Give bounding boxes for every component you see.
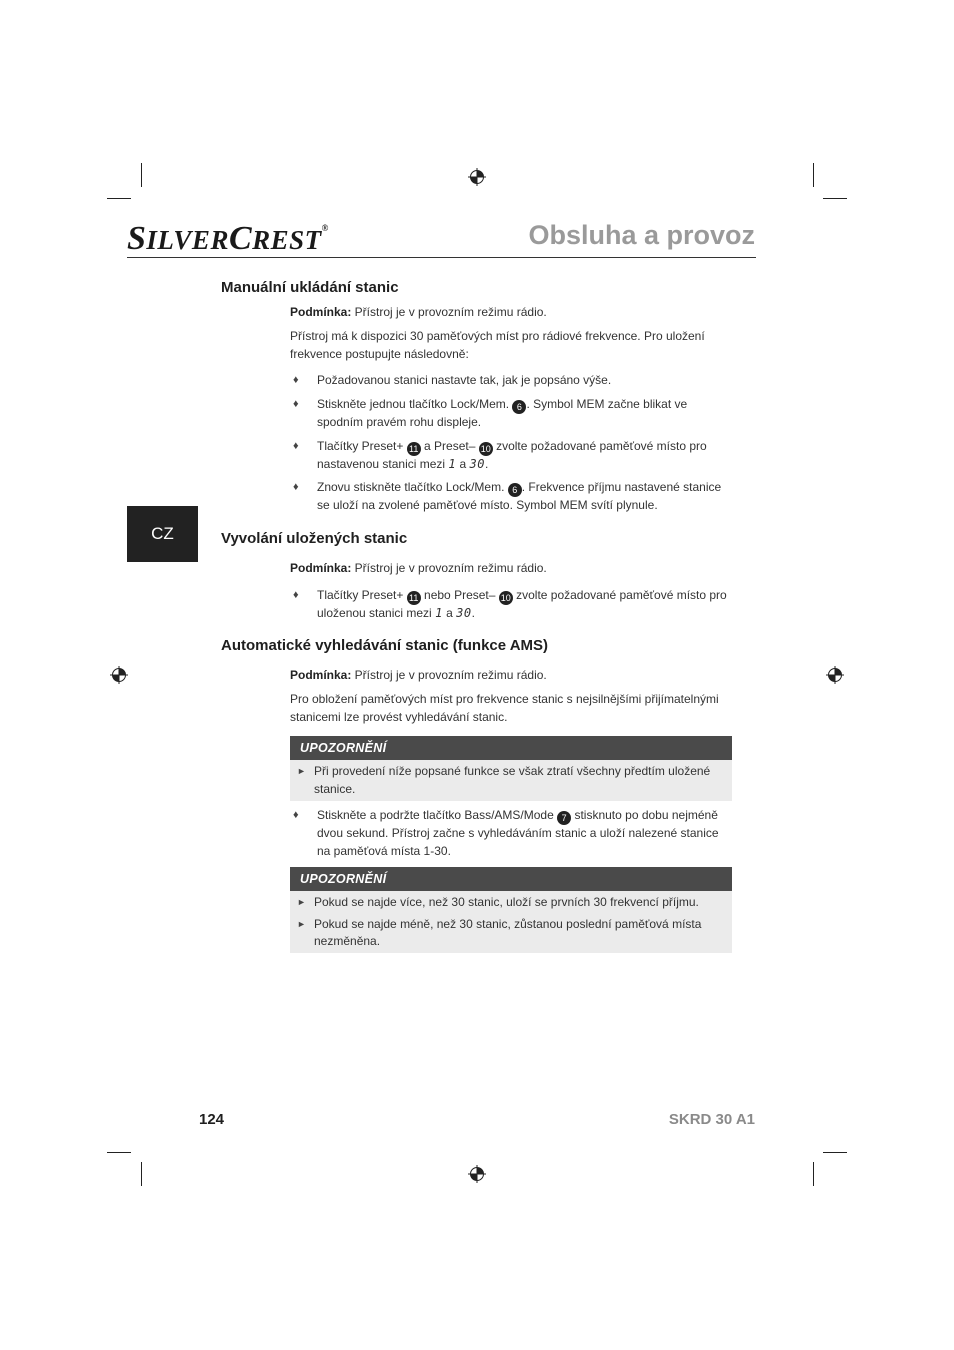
list-item: [290, 587, 732, 623]
condition-label: Podmínka:: [290, 668, 352, 682]
condition-text: Přístroj je v provozním režimu rádio.: [351, 668, 547, 682]
list-item: [290, 396, 732, 432]
display-digits: 30: [469, 457, 485, 471]
list-item-text: [317, 438, 732, 474]
callout-number-badge: 7: [557, 811, 571, 825]
brand-initial: C: [228, 220, 253, 257]
notice-text: Pokud se najde méně, než 30 stanic, zůstanou poslední paměťová místa nezměněna.: [314, 916, 702, 948]
text-fragment: .: [484, 457, 489, 471]
text-fragment: .: [471, 606, 475, 620]
notice-box: [290, 867, 732, 953]
brand-text: ILVER: [146, 225, 229, 255]
callout-number-badge: 6: [508, 483, 522, 497]
notice-box: [290, 736, 732, 801]
notice-title: UPOZORNĚNÍ: [290, 736, 732, 760]
text-fragment: Stiskněte a podržte tlačítko Bass/AMS/Mode: [317, 808, 558, 822]
text-fragment: stisknuto po dobu nejméně dvou sekund. Přístroj začne s vyhledáváním stanic a uloží nalezené stanice na paměťová místa 1-30.: [317, 808, 719, 858]
text-fragment: . Symbol MEM začne blikat ve spodním pravém rohu displeje.: [317, 397, 688, 429]
condition-label: Podmínka:: [290, 561, 352, 575]
brand-logo: [127, 222, 329, 256]
intro-paragraph: Pro obložení paměťových míst pro frekvence stanic s nejsilnějšími přijímatelnými stanicemi lze provést vyhledávání stanic.: [290, 692, 719, 724]
list-item-text: [317, 479, 732, 515]
notice-text: Při provedení níže popsané funkce se však ztratí všechny předtím uložené stanice.: [314, 764, 711, 796]
list-item-text: Požadovanou stanici nastavte tak, jak je popsáno výše.: [317, 373, 612, 387]
callout-number-badge: 11: [407, 591, 421, 605]
crop-mark: [823, 1152, 847, 1153]
text-fragment: Stiskněte jednou tlačítko Lock/Mem.: [317, 397, 513, 411]
arrow-bullet-icon: ►: [297, 897, 306, 907]
list-item: [290, 372, 732, 390]
callout-number-badge: 10: [480, 444, 491, 454]
section-heading-manual: Manuální ukládání stanic: [221, 279, 399, 296]
crop-mark: [823, 198, 847, 199]
text-fragment: Znovu stiskněte tlačítko Lock/Mem.: [317, 480, 508, 494]
registration-mark-icon: [110, 666, 128, 684]
model-number: SKRD 30 A1: [668, 1111, 755, 1128]
condition-text: Přístroj je v provozním režimu rádio.: [351, 561, 547, 575]
text-fragment: a: [442, 606, 457, 620]
arrow-bullet-icon: ►: [297, 766, 306, 776]
diamond-bullet-icon: ♦: [293, 440, 299, 452]
language-tab: CZ: [127, 506, 198, 562]
crop-mark: [813, 1162, 814, 1186]
crop-mark: [107, 198, 131, 199]
callout-number-badge: 10: [500, 593, 511, 603]
header-divider: [127, 257, 756, 258]
notice-item: [290, 916, 732, 951]
crop-mark: [141, 163, 142, 187]
condition-line: [290, 560, 732, 578]
text-fragment: zvolte požadované paměťové místo pro nastavenou stanici mezi: [317, 439, 707, 471]
arrow-bullet-icon: ►: [297, 918, 306, 929]
text-fragment: nebo Preset–: [420, 588, 499, 602]
text-fragment: . Frekvence příjmu nastavené stanice se uloží na zvolené paměťové místo. Symbol MEM svítí plynule.: [317, 480, 722, 512]
text-fragment: Tlačítky Preset+: [317, 439, 407, 453]
list-item-text: [317, 396, 732, 432]
list-item-text: [317, 807, 732, 860]
diamond-bullet-icon: ♦: [293, 398, 299, 410]
crop-mark: [107, 1152, 131, 1153]
diamond-bullet-icon: ♦: [293, 809, 299, 821]
page-title: Obsluha a provoz: [528, 220, 755, 250]
registration-mark-icon: [468, 168, 486, 186]
list-item: [290, 807, 732, 860]
text-fragment: zvolte požadované paměťové místo pro uloženou stanici mezi: [317, 588, 727, 620]
notice-title: UPOZORNĚNÍ: [290, 867, 732, 891]
callout-number-badge: 6: [512, 400, 526, 414]
registration-mark-icon: [468, 1165, 486, 1183]
section-heading-recall: Vyvolání uložených stanic: [221, 530, 408, 547]
section-heading-ams: Automatické vyhledávání stanic (funkce AMS): [221, 637, 549, 654]
page-number: 124: [199, 1111, 225, 1128]
registered-mark: ®: [321, 223, 329, 233]
condition-label: Podmínka:: [290, 305, 352, 319]
brand-initial: S: [127, 220, 147, 257]
text-fragment: a Preset–: [420, 439, 479, 453]
crop-mark: [813, 163, 814, 187]
display-digits: 1: [448, 457, 457, 471]
notice-item: [290, 763, 732, 798]
diamond-bullet-icon: ♦: [293, 374, 299, 386]
notice-item: [290, 894, 732, 912]
display-digits: 30: [456, 606, 472, 620]
diamond-bullet-icon: ♦: [293, 481, 299, 493]
list-item: [290, 479, 732, 515]
brand-text: REST: [252, 225, 322, 255]
list-item: [290, 438, 732, 474]
condition-text: Přístroj je v provozním režimu rádio.: [351, 305, 547, 319]
notice-text: Pokud se najde více, než 30 stanic, uloží se prvních 30 frekvencí příjmu.: [314, 895, 699, 909]
condition-line: [290, 304, 732, 322]
list-item-text: [317, 587, 732, 623]
intro-paragraph: Přístroj má k dispozici 30 paměťových míst pro rádiové frekvence. Pro uložení frekvence postupujte následovně:: [290, 329, 705, 361]
text-fragment: Tlačítky Preset+: [317, 588, 407, 602]
condition-line: [290, 667, 732, 685]
registration-mark-icon: [826, 666, 844, 684]
display-digits: 1: [435, 606, 443, 620]
callout-number-badge: 11: [407, 442, 421, 456]
crop-mark: [141, 1162, 142, 1186]
diamond-bullet-icon: ♦: [293, 589, 299, 601]
text-fragment: a: [456, 457, 470, 471]
